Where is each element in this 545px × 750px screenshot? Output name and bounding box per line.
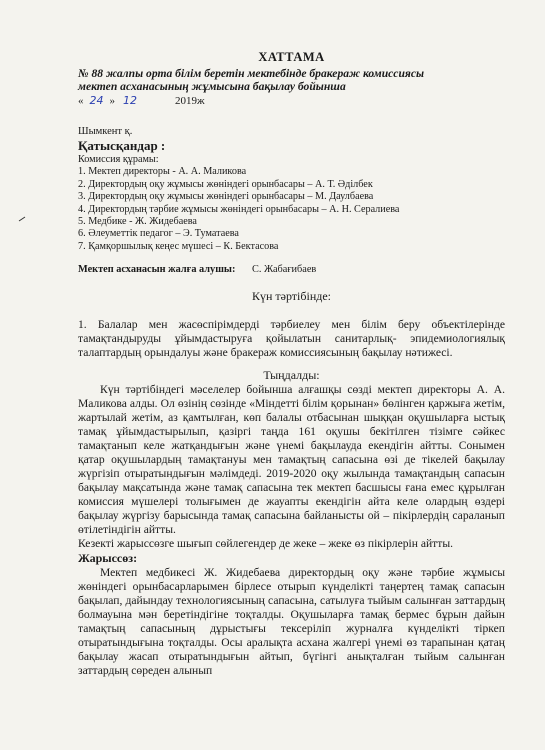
debate-text: Мектеп медбикесі Ж. Жидебаева директордың оқу және тәрбие жұмысы жөніндегі орынбасарларымен бірлесе отырып күнделікті таңертең тамақ сапасын бақылап, дайындау технологиясының сапасына, сатылуға тыйым салынған заттардың болмауына мән беретіндігіне тоқталды. Оқушыларға тамақ бермес бұрын дайын тамақтың сапасының дұрыстығы тексеріліп журналға күнделікті тіркеп отыратындығына тоқталды. Осы аралықта асхана жалгері үнемі өз тарапынан қатаң бақылау жасап отыратындығын айтып, бүгінгі анықталған тыйым салынған заттардың сөреден алынып: [78, 566, 505, 678]
margin-tick-mark: [18, 215, 26, 223]
responsible-line: [78, 264, 505, 275]
participants-label: Қатысқандар :: [78, 138, 166, 153]
document-title: ХАТТАМА: [258, 50, 325, 64]
responsible-name: С. Жабағибаев: [251, 264, 317, 276]
heading-line-1: № 88 жалпы орта білім беретін мектебінде бракераж комиссиясы: [78, 67, 425, 80]
member-item: 6. Әлеуметтік педагог – Э. Туматаева: [78, 228, 239, 240]
member-item: 7. Қамқоршылық кеңес мүшесі – К. Бектасова: [78, 240, 279, 252]
member-item: 3. Директордың оқу жұмысы жөніндегі орынбасары – М. Даулбаева: [78, 191, 374, 203]
date-year: 2019ж: [175, 95, 205, 107]
heading-line-2: мектеп асханасының жұмысына бақылау бойынша: [78, 80, 346, 93]
member-item: 4. Директордың тәрбие жұмысы жөніндегі орынбасары – А. Н. Сералиева: [78, 203, 400, 215]
agenda-text: 1. Балалар мен жасөспірімдерді тәрбиелеу мен білім беру объектілерінде тамақтандыруды ұйымдастыруға қойылатын санитарлық- эпидемиологиялық талаптардың орындалуы және бракераж комиссиясының бақылау нәтижесі.: [78, 318, 505, 360]
member-item: 2. Директордың оқу жұмысы жөніндегі орынбасары – А. Т. Әділбек: [78, 178, 373, 190]
date-open-quote: «: [78, 95, 84, 107]
commission-label: Комиссия құрамы:: [78, 154, 159, 165]
member-item: 5. Медбике - Ж. Жидебаева: [78, 216, 197, 228]
next-speaker-text: Кезекті жарыссөзге шығып сөйлегендер де жеке – жеке өз пікірлерін айтты.: [78, 537, 454, 551]
responsible-label: Мектеп асханасын жалға алушы:: [78, 264, 236, 276]
date-month: 12: [123, 94, 137, 107]
agenda-title: Күн тәртібінде:: [251, 289, 332, 304]
member-item: 1. Мектеп директоры - А. А. Маликова: [78, 166, 247, 178]
heard-title: Тыңдалды:: [263, 368, 320, 383]
members-list: [78, 166, 505, 253]
date-line: [78, 94, 505, 107]
date-day: 24: [89, 94, 104, 107]
date-close-quote: »: [109, 95, 115, 107]
heard-text: Күн тәртібіндегі мәселелер бойынша алғашқы сөзді мектеп директоры А. А. Маликова алды. Ол өзінің сөзінде «Міндетті білім қорынан» бөлінген қаржыға жетім, жартылай жетім, аз қамтылған, көп балалы отбасынан шыққан оқушыларға ыстық тамақ ұйымдастырылып, қазіргі таңда 161 оқушы бекітілген тізімге сәйкес тамақтанып келе жатқандығын және үнемі бақылауда екендігін айтты. Сонымен қатар оқушылардың тамақтануы мен тамақтың сапасына өзі де тікелей бақылау жүргізіп отыратындығын мәлімдеді. 2019-2020 оқу жылында тамақтандың сапасын бақылау мақсатында және тамақ сапасына тек мектеп басшысы ғана емес құрылған комиссия мүшелері толығымен де жауапты екендігін айта келе олардың өздері бақылау жүргізу барысында тамақ сапасына байланысты ой – пікірлердің сараланып өтілетіндігін айтты.: [78, 383, 505, 537]
debate-label: Жарыссөз:: [78, 551, 138, 566]
city: Шымкент қ.: [78, 126, 133, 137]
